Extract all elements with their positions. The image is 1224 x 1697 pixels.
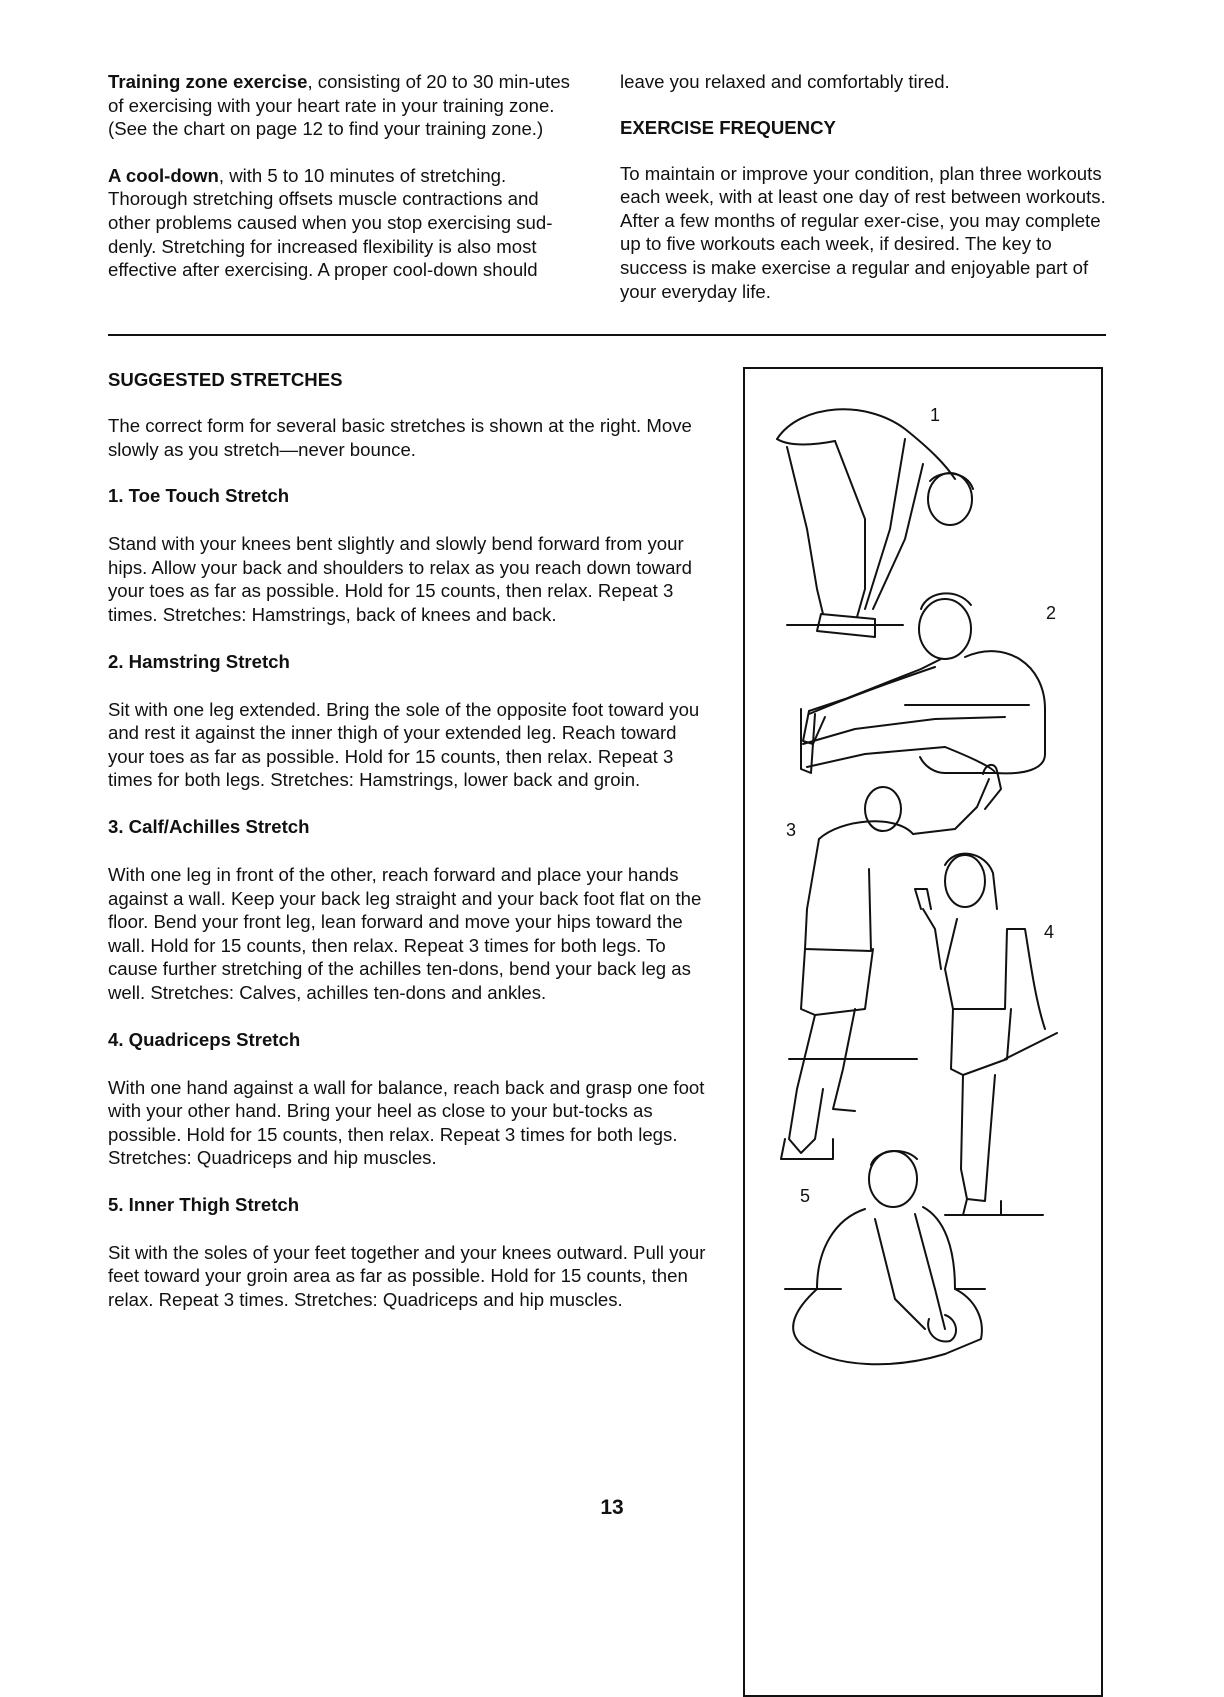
top-right-column bbox=[620, 70, 1106, 303]
cool-down-continuation: leave you relaxed and comfortably tired. bbox=[620, 71, 950, 92]
hamstring-figure bbox=[801, 593, 1045, 773]
inner-thigh-figure bbox=[785, 1151, 985, 1364]
toe-touch-figure bbox=[777, 409, 973, 637]
stretches-intro: The correct form for several basic stretches is shown at the right. Move slowly as you stretch—never bounce. bbox=[108, 415, 692, 460]
quadriceps-figure bbox=[915, 854, 1057, 1215]
stretch-text: Stand with your knees bent slightly and slowly bend forward from your hips. Allow your back and shoulders to relax as you reach down toward your toes as far as possible. Hold for 15 counts, then relax. Repeat 3 times. Stretches: Hamstrings, back of knees and back. bbox=[108, 533, 692, 625]
figure-label-4: 4 bbox=[1044, 922, 1055, 942]
stretch-title: 4. Quadriceps Stretch bbox=[108, 1028, 301, 1050]
stretch-text: With one leg in front of the other, reach forward and place your hands against a wall. Keep your back leg straight and your back foot flat on the floor. Bend your front leg, lean forward and move your hips toward the wall. Hold for 15 counts, then relax. Repeat 3 times for both legs. To cause further stretching of the achilles ten-dons, bend your back leg as well. Stretches: Calves, achilles ten-dons and ankles. bbox=[108, 863, 702, 1003]
stretch-title: 5. Inner Thigh Stretch bbox=[108, 1193, 300, 1215]
section-divider bbox=[108, 334, 1106, 336]
cool-down-text: , with 5 to 10 minutes of stretching. Thorough stretching offsets muscle contractions and other problems caused when you stop exercising sud-denly. Stretching for increased flexibility is also most effective after exercising. A proper cool-down should bbox=[108, 164, 553, 281]
calf-achilles-figure bbox=[781, 765, 1001, 1159]
training-zone-text: , consisting of 20 to 30 min-utes of exercising with your heart rate in your training zone. (See the chart on page 12 to find your training zone.) bbox=[108, 71, 570, 140]
training-zone-term: Training zone exercise bbox=[108, 71, 308, 92]
stretch-text: With one hand against a wall for balance, reach back and grasp one foot with your other hand. Bring your heel as close to your but-tocks as possible. Hold for 15 counts, then relax. Repeat 3 times for both legs. Stretches: Quadriceps and hip muscles. bbox=[108, 1076, 705, 1169]
exercise-frequency-text: To maintain or improve your condition, plan three workouts each week, with at least one day of rest between workouts. After a few months of regular exer-cise, you may complete up to five workouts each week, if desired. The key to success is make exercise a regular and enjoyable part of your everyday life. bbox=[620, 162, 1106, 302]
top-left-column bbox=[108, 70, 586, 282]
cool-down-term: A cool-down bbox=[108, 164, 219, 186]
stretches-column bbox=[108, 368, 708, 1312]
figure-label-3: 3 bbox=[786, 820, 797, 840]
figure-label-5: 5 bbox=[800, 1186, 811, 1206]
stretch-title: 1. Toe Touch Stretch bbox=[108, 485, 290, 507]
page-number: 13 bbox=[600, 1496, 624, 1519]
cool-down-paragraph bbox=[108, 164, 586, 282]
stretch-text: Sit with one leg extended. Bring the sole of the opposite foot toward you and rest it against the inner thigh of your extended leg. Reach toward your toes as far as possible. Hold for 15 counts, then relax. Repeat 3 times for both legs. Stretches: Hamstrings, lower back and groin. bbox=[108, 698, 700, 791]
stretch-title: 2. Hamstring Stretch bbox=[108, 650, 290, 672]
training-zone-paragraph bbox=[108, 70, 586, 141]
stretches-heading: SUGGESTED STRETCHES bbox=[108, 369, 343, 390]
figure-label-1: 1 bbox=[930, 405, 941, 425]
figure-label-2: 2 bbox=[1046, 603, 1057, 623]
stretch-text: Sit with the soles of your feet together and your knees outward. Pull your feet toward your groin area as far as possible. Hold for 15 counts, then relax. Repeat 3 times. Stretches: Quadriceps and hip muscles. bbox=[108, 1241, 706, 1311]
stretch-title: 3. Calf/Achilles Stretch bbox=[108, 815, 310, 837]
exercise-frequency-heading: EXERCISE FREQUENCY bbox=[620, 116, 836, 138]
